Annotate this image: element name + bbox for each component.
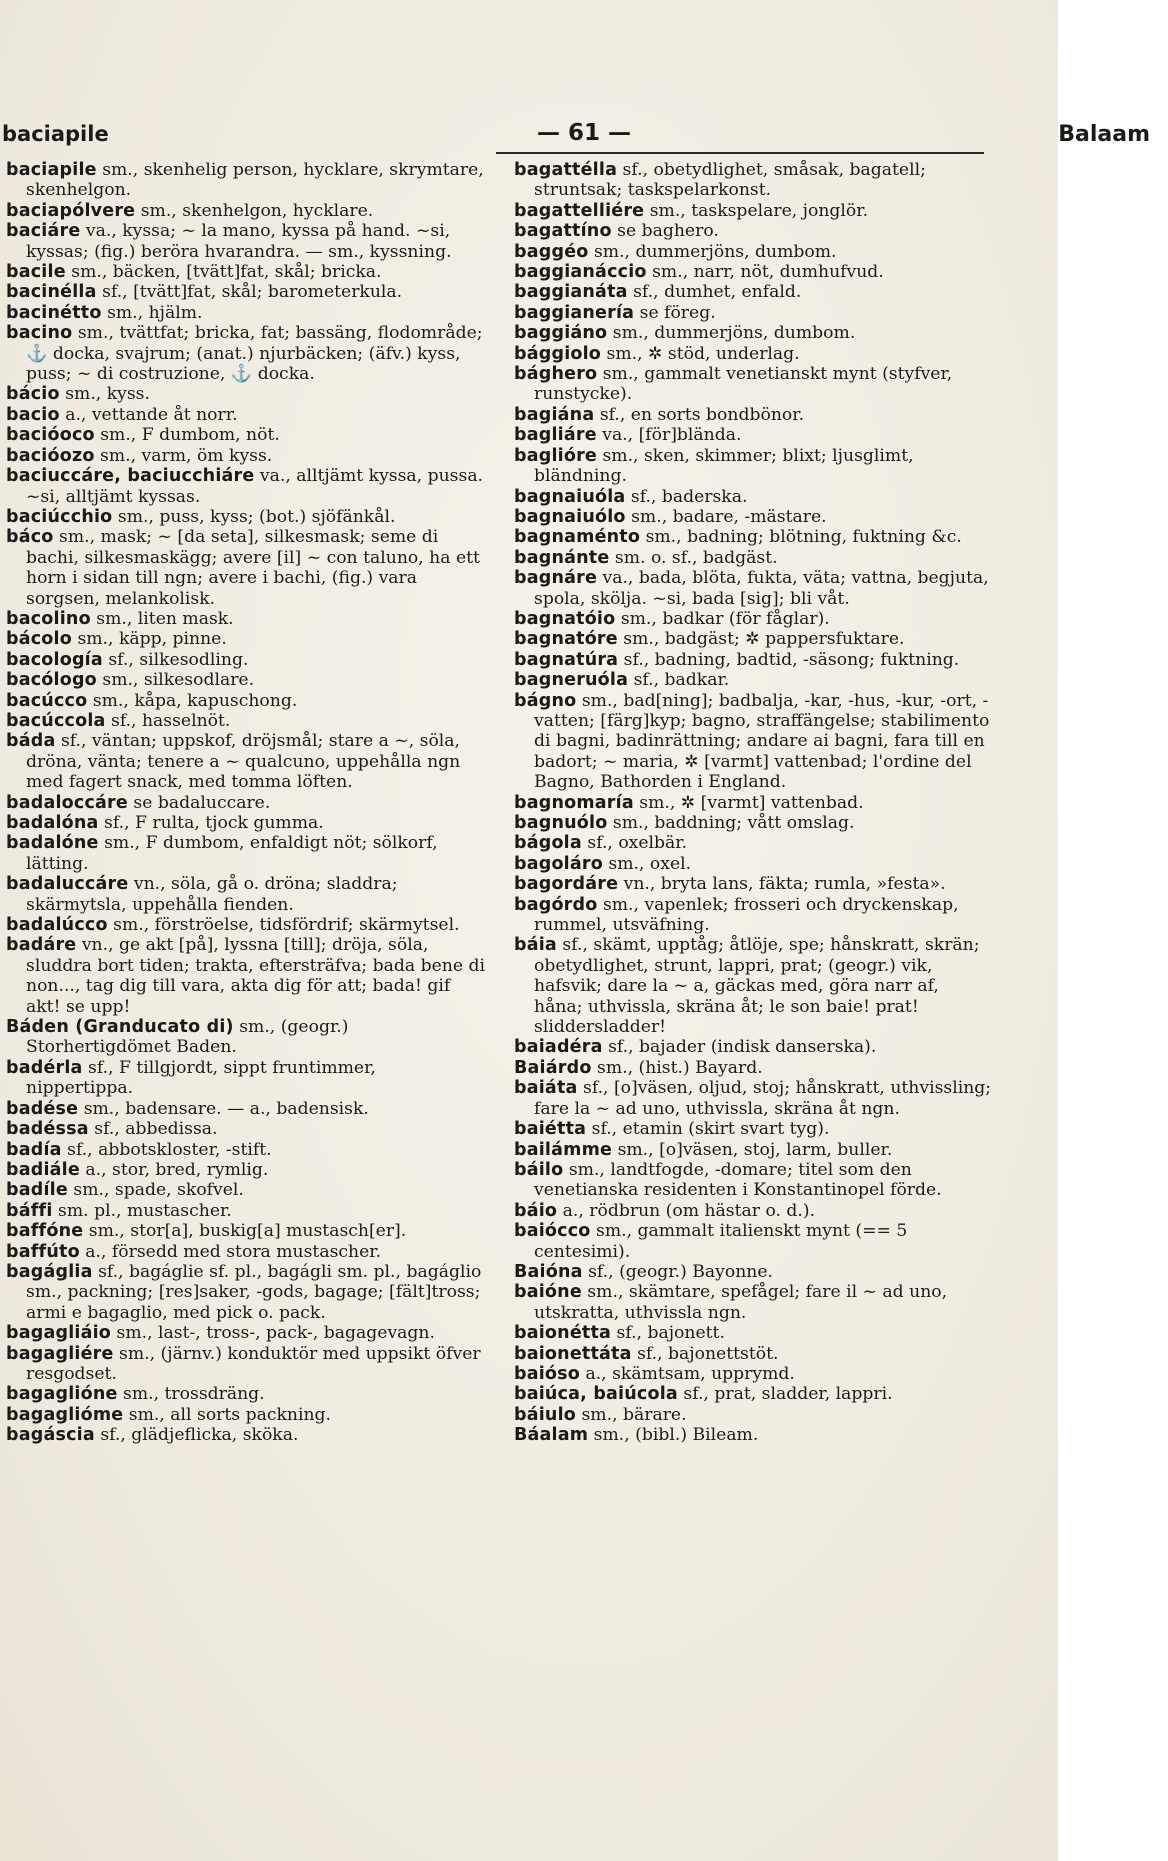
entry-definition: va., alltjämt kyssa, pussa. ~si, alltjämt kyssas. (26, 466, 484, 507)
entry-definition: sm., dummerjöns, dumbom. (593, 241, 837, 262)
entry-definition: sm., varm, öm kyss. (100, 445, 273, 466)
entry-definition: sf., baderska. (630, 486, 748, 507)
dictionary-entry (6, 1160, 486, 1180)
dictionary-entry (6, 1384, 486, 1404)
entry-headword: bagnatúra (514, 649, 619, 670)
entry-headword: bacio (6, 404, 60, 425)
entry-headword: bágno (514, 690, 577, 711)
dictionary-entry (6, 1119, 486, 1139)
page-margin (1058, 0, 1168, 1861)
dictionary-entry (514, 1160, 992, 1201)
dictionary-entry (6, 1180, 486, 1200)
entry-headword: badéssa (6, 1119, 89, 1140)
entry-definition: sf., F tillgjordt, sippt fruntimmer, nippertippa. (26, 1057, 376, 1099)
dictionary-entry (514, 507, 992, 527)
entry-headword: baiáta (514, 1078, 578, 1099)
entry-definition: sm., bärare. (581, 1404, 687, 1425)
entry-headword: bagnánte (514, 547, 610, 568)
entry-headword: baciapile (6, 160, 97, 180)
dictionary-entry (6, 731, 486, 792)
entry-headword: baggianería (514, 302, 635, 323)
entry-headword: bagnáre (514, 568, 598, 589)
entry-definition: sf., skämt, upptåg; åtlöje, spe; hånskratt, skrän; obetydlighet, strunt, lappri, prat; (geogr.) vik, hafsvik; dare la ~ a, gäckas med, göra narr af, håna; uthvissla, skräna åt; le son baie! prat! sliddersladder! (534, 935, 980, 1038)
entry-headword: báda (6, 731, 56, 752)
entry-headword: baiétta (514, 1119, 587, 1140)
dictionary-entry (514, 1221, 992, 1262)
entry-definition: sm., F dumbom, nöt. (100, 425, 280, 446)
entry-headword: bagnomaría (514, 792, 634, 813)
dictionary-entry (514, 282, 992, 302)
dictionary-entry (514, 813, 992, 833)
entry-definition: sm., tvättfat; bricka, fat; bassäng, flodområde; ⚓ docka, svajrum; (anat.) njurbäcken; (äfv.) kyss, puss; ~ di costruzione, ⚓ docka. (26, 323, 483, 385)
entry-definition: sm., sken, skimmer; blixt; ljusglimt, bländning. (534, 445, 914, 487)
entry-headword: bacinétto (6, 302, 102, 323)
dictionary-entry (6, 201, 486, 221)
dictionary-entry (6, 1201, 486, 1221)
dictionary-entry (6, 507, 486, 527)
entry-headword: bagaglióme (6, 1404, 124, 1425)
dictionary-entry (6, 1344, 486, 1385)
entry-definition: sf., [tvätt]fat, skål; barometerkula. (102, 282, 403, 303)
entry-definition: sf., badkar. (633, 670, 730, 691)
entry-definition: se badaluccare. (133, 792, 271, 813)
entry-headword: badérla (6, 1057, 83, 1078)
entry-definition: sm., liten mask. (96, 608, 234, 629)
dictionary-entry (514, 405, 992, 425)
entry-definition: sf., bajonett. (616, 1323, 725, 1344)
entry-headword: baióne (514, 1282, 582, 1303)
entry-headword: bagagliére (6, 1343, 114, 1364)
entry-definition: vn., ge akt [på], lyssna [till]; dröja, söla, sluddra bort tiden; trakta, eftersträfva; bada bene di non..., tag dig till vara, akta dig för att; bada! gif akt! se upp! (26, 935, 485, 1017)
dictionary-entry (514, 1323, 992, 1343)
dictionary-entry (6, 670, 486, 690)
dictionary-entry (514, 527, 992, 547)
entry-definition: sf., en sorts bondbönor. (599, 404, 805, 425)
entry-definition: sm., spade, skofvel. (73, 1180, 244, 1201)
dictionary-entry (6, 935, 486, 1017)
entry-definition: sm., taskspelare, jonglör. (649, 200, 869, 221)
dictionary-entry (514, 344, 992, 364)
dictionary-entry (514, 201, 992, 221)
dictionary-entry (514, 833, 992, 853)
dictionary-entry (6, 446, 486, 466)
dictionary-entry (514, 425, 992, 445)
entry-definition: sf., bajader (indisk danserska). (608, 1037, 877, 1058)
entry-definition: sm., gammalt venetianskt mynt (styfver, runstycke). (534, 364, 953, 405)
entry-definition: sm., mask; ~ [da seta], silkesmask; seme di bachi, silkesmaskägg; avere [il] ~ con taluno, ha ett horn i sidan till ngn; avere i bachi, (fig.) vara sorgsen, melankolisk. (26, 527, 480, 609)
header-rule (496, 152, 984, 154)
entry-definition: sm., puss, kyss; (bot.) sjöfänkål. (117, 506, 396, 527)
dictionary-entry (514, 1384, 992, 1404)
entry-headword: baciapólvere (6, 200, 136, 221)
dictionary-entry (514, 650, 992, 670)
page-number: — 61 — (536, 120, 632, 146)
dictionary-entry (514, 854, 992, 874)
entry-definition: se baghero. (617, 221, 719, 242)
page-header (0, 112, 1168, 152)
dictionary-entry (514, 1364, 992, 1384)
header-guide-word-right: Balaam (1058, 122, 1150, 147)
entry-definition: sm., badkar (för fåglar). (620, 608, 830, 629)
entry-headword: bacióozo (6, 445, 95, 466)
dictionary-entry (6, 466, 486, 507)
entry-headword: bacología (6, 649, 103, 670)
entry-headword: bagiána (514, 404, 595, 425)
entry-definition: va., kyssa; ~ la mano, kyssa på hand. ~si, kyssas; (fig.) beröra hvarandra. — sm., kyssning. (26, 221, 452, 262)
entry-headword: baióso (514, 1363, 580, 1384)
entry-definition: se föreg. (639, 302, 716, 323)
entry-headword: badése (6, 1098, 79, 1119)
dictionary-entry (6, 1323, 486, 1343)
entry-headword: badaluccáre (6, 874, 129, 895)
entry-headword: bagattíno (514, 221, 612, 242)
entry-definition: sm., silkesodlare. (102, 670, 255, 691)
entry-headword: bacúccola (6, 710, 106, 731)
entry-headword: Baiárdo (514, 1057, 592, 1078)
entry-definition: sm. o. sf., badgäst. (614, 547, 778, 568)
entry-definition: sm. pl., mustascher. (58, 1200, 232, 1221)
dictionary-entry (6, 221, 486, 262)
dictionary-entry (514, 609, 992, 629)
entry-definition: sm., vapenlek; frosseri och dryckenskap, rummel, utsväfning. (534, 894, 959, 936)
entry-headword: badalóna (6, 813, 99, 833)
dictionary-entry (514, 670, 992, 690)
dictionary-entry (6, 793, 486, 813)
dictionary-entry (6, 303, 486, 323)
entry-definition: sf., abbedissa. (94, 1119, 218, 1140)
entry-definition: sf., väntan; uppskof, dröjsmål; stare a ~, söla, dröna, vänta; tenere a ~ qualcuno, uppehålla ngn med fagert snack, med tomma löften. (26, 731, 461, 793)
entry-definition: va., [för]blända. (602, 425, 742, 446)
dictionary-entry (514, 935, 992, 1037)
entry-definition: sf., F rulta, tjock gumma. (104, 813, 324, 833)
entry-definition: sm., oxel. (608, 853, 692, 874)
entry-headword: baionettáta (514, 1343, 632, 1364)
dictionary-entry (514, 160, 992, 201)
entry-definition: sf., silkesodling. (108, 649, 249, 670)
entry-definition: sm., käpp, pinne. (77, 629, 227, 650)
dictionary-entry (514, 303, 992, 323)
entry-headword: badalóne (6, 833, 99, 854)
entry-headword: bácio (6, 384, 60, 405)
entry-definition: a., stor, bred, rymlig. (85, 1159, 269, 1180)
dictionary-entry (514, 691, 992, 793)
entry-headword: badía (6, 1139, 62, 1160)
entry-headword: bagnaiuóla (514, 486, 626, 507)
entry-definition: sm., baddning; vått omslag. (612, 813, 855, 833)
entry-headword: báco (6, 527, 54, 548)
entry-headword: bacióoco (6, 425, 95, 446)
dictionary-entry (6, 1140, 486, 1160)
entry-headword: baciuccáre, baciucchiáre (6, 466, 255, 487)
dictionary-entry (514, 1037, 992, 1057)
entry-headword: baionétta (514, 1323, 612, 1344)
dictionary-entry (6, 384, 486, 404)
entry-headword: Báden (Granducato di) (6, 1017, 234, 1038)
entry-headword: bagordáre (514, 874, 619, 895)
entry-definition: sm., skenhelgon, hycklare. (140, 200, 374, 221)
entry-definition: sf., bajonettstöt. (637, 1343, 779, 1364)
entry-headword: bacúcco (6, 690, 88, 711)
dictionary-entry (514, 1058, 992, 1078)
entry-definition: sf., (geogr.) Bayonne. (588, 1261, 773, 1282)
dictionary-entry (6, 282, 486, 302)
entry-definition: sm., badgäst; ✲ pappersfuktare. (623, 629, 905, 650)
entry-headword: báio (514, 1200, 558, 1221)
entry-definition: sm., dummerjöns, dumbom. (612, 323, 856, 344)
entry-headword: bagnuólo (514, 813, 608, 833)
entry-definition: sf., [o]väsen, oljud, stoj; hånskratt, uthvissling; fare la ~ ad uno, uthvissla, skräna åt ngn. (534, 1078, 992, 1119)
dictionary-entry (6, 1221, 486, 1241)
dictionary-entry (6, 813, 486, 833)
entry-definition: sm., badning; blötning, fuktning &c. (645, 527, 962, 548)
dictionary-entry (6, 1242, 486, 1262)
dictionary-entry (6, 1099, 486, 1119)
entry-headword: bagaglióne (6, 1384, 118, 1405)
dictionary-entry (6, 650, 486, 670)
dictionary-entry (514, 874, 992, 894)
dictionary-entry (514, 1344, 992, 1364)
entry-definition: sf., obetydlighet, småsak, bagatell; struntsak; taskspelarkonst. (534, 160, 926, 201)
entry-headword: baiúca, baiúcola (514, 1384, 678, 1405)
entry-headword: baffóne (6, 1221, 84, 1242)
entry-headword: bagáscia (6, 1425, 95, 1446)
entry-definition: sm., landtfogde, -domare; titel som den venetianska residenten i Konstantinopel förde. (534, 1159, 942, 1201)
entry-definition: sm., skenhelig person, hycklare, skrymtare, skenhelgon. (26, 160, 484, 201)
entry-headword: badalúcco (6, 915, 108, 936)
entry-definition: sm., bäcken, [tvätt]fat, skål; bricka. (71, 262, 382, 283)
dictionary-entry (6, 160, 486, 201)
dictionary-entry (6, 323, 486, 384)
entry-definition: a., vettande åt norr. (65, 404, 238, 425)
dictionary-entry (6, 405, 486, 425)
entry-headword: bagnatóre (514, 629, 618, 650)
entry-definition: sm., (hist.) Bayard. (597, 1057, 763, 1078)
entry-headword: baggiáno (514, 323, 608, 344)
entry-headword: báilo (514, 1159, 564, 1180)
entry-definition: a., försedd med stora mustascher. (85, 1241, 382, 1262)
dictionary-entry (514, 895, 992, 936)
dictionary-entry (6, 262, 486, 282)
entry-definition: sm., narr, nöt, dumhufvud. (652, 262, 884, 283)
entry-definition: sf., dumhet, enfald. (633, 282, 802, 303)
entry-definition: sm., stor[a], buskig[a] mustasch[er]. (88, 1221, 407, 1242)
dictionary-entry (6, 1058, 486, 1099)
left-column (6, 160, 486, 1446)
entry-definition: sf., bagáglie sf. pl., bagágli sm. pl., bagáglio sm., packning; [res]saker, -gods, bagage; [fält]tross; armi e bagaglio, med pick o. pack. (26, 1261, 482, 1323)
dictionary-entry (514, 793, 992, 813)
header-guide-word-left: baciapile (2, 122, 109, 146)
dictionary-entry (514, 1262, 992, 1282)
entry-headword: bagnaiuólo (514, 506, 626, 527)
entry-headword: badaloccáre (6, 792, 128, 813)
entry-headword: bagáglia (6, 1261, 93, 1282)
entry-headword: bácolo (6, 629, 72, 650)
dictionary-entry (6, 527, 486, 609)
entry-definition: sm., kåpa, kapuschong. (92, 690, 298, 711)
entry-headword: badiále (6, 1159, 80, 1180)
dictionary-entry (514, 323, 992, 343)
dictionary-entry (514, 262, 992, 282)
dictionary-entry (514, 221, 992, 241)
entry-definition: sm., (geogr.) Storhertigdömet Baden. (26, 1017, 349, 1058)
entry-headword: báia (514, 935, 557, 956)
entry-definition: sm., ✲ [varmt] vattenbad. (639, 792, 864, 813)
dictionary-entry (514, 364, 992, 405)
dictionary-entry (6, 609, 486, 629)
entry-definition: sf., badning, badtid, -säsong; fuktning. (623, 649, 960, 670)
dictionary-entry (514, 1405, 992, 1425)
entry-headword: bailámme (514, 1139, 613, 1160)
entry-headword: baggéo (514, 241, 589, 262)
entry-headword: Báalam (514, 1425, 589, 1446)
entry-headword: bagagliáio (6, 1323, 112, 1344)
entry-definition: sm., kyss. (65, 384, 150, 405)
entry-headword: bacinélla (6, 282, 97, 303)
dictionary-entry (6, 425, 486, 445)
entry-definition: sm., bad[ning]; badbalja, -kar, -hus, -kur, -ort, -vatten; [färg]kyp; bagno, straffängelse; stabilimento di bagni, badinrättning; andare ai bagni, fara till en badort; ~ maria, ✲ [varmt] vattenbad; l'ordine del Bagno, Bathorden i England. (534, 690, 990, 793)
entry-headword: baciáre (6, 221, 81, 242)
entry-definition: sm., badensare. — a., badensisk. (83, 1098, 369, 1119)
entry-headword: bacolino (6, 608, 91, 629)
entry-headword: bacino (6, 323, 73, 344)
entry-definition: sf., oxelbär. (587, 833, 688, 854)
entry-definition: sf., etamin (skirt svart tyg). (591, 1119, 830, 1140)
entry-definition: sm., F dumbom, enfaldigt nöt; sölkorf, lätting. (26, 833, 438, 874)
entry-definition: vn., söla, gå o. dröna; sladdra; skärmytsla, uppehålla fienden. (26, 874, 398, 915)
dictionary-entry (514, 446, 992, 487)
entry-headword: bagnaménto (514, 527, 641, 548)
entry-definition: a., skämtsam, upprymd. (585, 1363, 795, 1384)
entry-headword: bagattelliére (514, 200, 645, 221)
entry-definition: sf., prat, sladder, lappri. (683, 1384, 893, 1405)
entry-headword: baggianáta (514, 282, 628, 303)
dictionary-entry (514, 629, 992, 649)
entry-headword: badíle (6, 1180, 68, 1201)
dictionary-entry (6, 629, 486, 649)
dictionary-entry (6, 915, 486, 935)
dictionary-entry (514, 487, 992, 507)
dictionary-entry (514, 1119, 992, 1139)
entry-definition: sm., hjälm. (107, 302, 203, 323)
dictionary-entry (6, 1017, 486, 1058)
entry-headword: baggianáccio (514, 262, 647, 283)
entry-headword: baciúcchio (6, 506, 113, 527)
entry-definition: sm., all sorts packning. (128, 1404, 331, 1425)
entry-headword: baiócco (514, 1221, 591, 1242)
entry-headword: bághero (514, 364, 598, 385)
entry-definition: sm., ✲ stöd, underlag. (606, 343, 800, 364)
entry-definition: sm., förströelse, tidsfördrif; skärmytsel. (113, 915, 460, 936)
entry-definition: sm., skämtare, spefågel; fare il ~ ad uno, utskratta, uthvissla ngn. (534, 1282, 948, 1323)
entry-headword: bagoláro (514, 853, 603, 874)
dictionary-entry (514, 1282, 992, 1323)
entry-definition: sm., badare, -mästare. (631, 506, 827, 527)
right-column (514, 160, 992, 1446)
dictionary-entry (6, 691, 486, 711)
entry-definition: sm., [o]väsen, stoj, larm, buller. (617, 1139, 893, 1160)
entry-definition: sf., glädjeflicka, sköka. (100, 1425, 299, 1446)
dictionary-entry (514, 568, 992, 609)
dictionary-entry (514, 1201, 992, 1221)
entry-headword: bagattélla (514, 160, 618, 180)
dictionary-entry (514, 548, 992, 568)
entry-definition: sm., (järnv.) konduktör med uppsikt öfver resgodset. (26, 1343, 481, 1384)
entry-headword: baglióre (514, 445, 597, 466)
entry-headword: báiulo (514, 1404, 577, 1425)
entry-headword: bagnatóio (514, 608, 616, 629)
entry-headword: badáre (6, 935, 77, 956)
entry-definition: sf., hasselnöt. (111, 710, 231, 731)
entry-headword: bacile (6, 262, 66, 283)
entry-headword: bágola (514, 833, 582, 854)
dictionary-entry (6, 1262, 486, 1323)
entry-definition: sm., gammalt italienskt mynt (== 5 centesimi). (534, 1221, 908, 1262)
dictionary-entry (6, 874, 486, 915)
dictionary-entry (514, 1425, 992, 1445)
entry-definition: sm., (bibl.) Bileam. (593, 1425, 759, 1446)
entry-headword: bagneruóla (514, 670, 629, 691)
dictionary-entry (514, 242, 992, 262)
entry-headword: baiadéra (514, 1037, 603, 1058)
entry-definition: va., bada, blöta, fukta, väta; vattna, begjuta, spola, skölja. ~si, bada [sig]; bli våt. (534, 568, 989, 609)
entry-headword: báffi (6, 1200, 53, 1221)
entry-headword: baffúto (6, 1241, 80, 1262)
entry-headword: bággiolo (514, 343, 602, 364)
dictionary-entry (6, 1425, 486, 1445)
entry-definition: sm., trossdräng. (123, 1384, 265, 1405)
entry-definition: sf., abbotskloster, -stift. (67, 1139, 272, 1160)
entry-definition: sm., last-, tross-, pack-, bagagevagn. (116, 1323, 435, 1344)
entry-headword: bacólogo (6, 670, 97, 691)
dictionary-entry (6, 1405, 486, 1425)
entry-definition: a., rödbrun (om hästar o. d.). (562, 1200, 816, 1221)
dictionary-entry (6, 833, 486, 874)
dictionary-entry (514, 1140, 992, 1160)
dictionary-entry (514, 1078, 992, 1119)
entry-definition: vn., bryta lans, fäkta; rumla, »festa». (623, 874, 946, 895)
entry-headword: bagliáre (514, 425, 597, 446)
entry-headword: bagórdo (514, 894, 598, 915)
dictionary-entry (6, 711, 486, 731)
entry-headword: Baióna (514, 1261, 583, 1282)
